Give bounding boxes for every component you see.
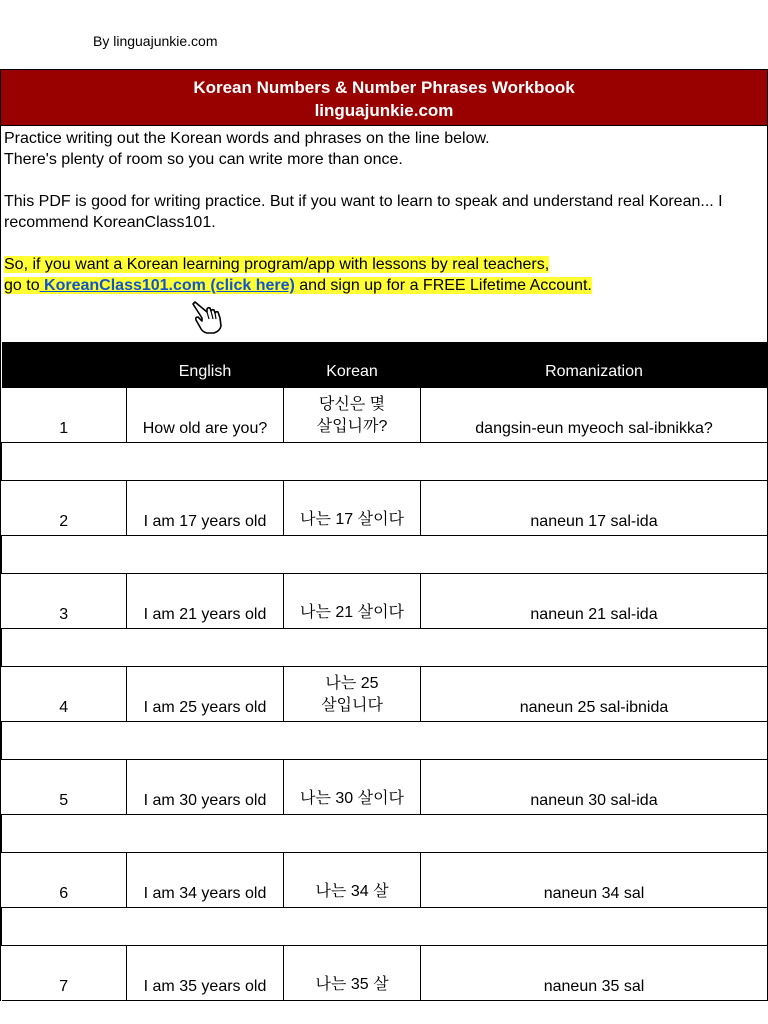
- row-number: 6: [2, 853, 127, 908]
- korean-cell: 나는 17 살이다: [284, 481, 421, 536]
- table-row: [2, 574, 768, 629]
- cta-prefix: go to: [4, 277, 40, 294]
- row-number: 4: [2, 667, 127, 722]
- korean-cell: 나는 34 살: [284, 853, 421, 908]
- row-number: 5: [2, 760, 127, 815]
- korean-cell: 당신은 몇 살입니까?: [284, 388, 421, 443]
- intro-paragraph-2: This PDF is good for writing practice. But if you want to learn to speak and understand real Korean... I recommend KoreanClass101.: [4, 193, 723, 231]
- writing-line[interactable]: [2, 722, 768, 760]
- english-cell: I am 35 years old: [127, 946, 284, 1001]
- row-number: 2: [2, 481, 127, 536]
- english-cell: How old are you?: [127, 388, 284, 443]
- romanization-cell: dangsin-eun myeoch sal-ibnikka?: [421, 388, 768, 443]
- intro-line-1: Practice writing out the Korean words and phrases on the line below.: [4, 130, 490, 147]
- english-cell: I am 25 years old: [127, 667, 284, 722]
- english-cell: I am 34 years old: [127, 853, 284, 908]
- korean-cell: 나는 35 살: [284, 946, 421, 1001]
- writing-line[interactable]: [2, 815, 768, 853]
- cta-line-1: So, if you want a Korean learning program/app with lessons by real teachers,: [4, 256, 550, 273]
- romanization-cell: naneun 34 sal: [421, 853, 768, 908]
- workbook-title: Korean Numbers & Number Phrases Workbook: [193, 78, 575, 97]
- writing-line[interactable]: [2, 443, 768, 481]
- table-row: [2, 853, 768, 908]
- writing-line[interactable]: [2, 629, 768, 667]
- korean-cell: 나는 25 살입니다: [284, 667, 421, 722]
- korean-cell: 나는 21 살이다: [284, 574, 421, 629]
- workbook-site: linguajunkie.com: [314, 101, 454, 120]
- column-header-romanization: Romanization: [421, 342, 768, 388]
- romanization-cell: naneun 30 sal-ida: [421, 760, 768, 815]
- romanization-cell: naneun 35 sal: [421, 946, 768, 1001]
- pointing-hand-cursor-icon: [187, 296, 227, 336]
- row-number: 7: [2, 946, 127, 1001]
- romanization-cell: naneun 21 sal-ida: [421, 574, 768, 629]
- column-header-english: English: [127, 342, 284, 388]
- english-cell: I am 17 years old: [127, 481, 284, 536]
- table-row: [2, 760, 768, 815]
- table-row: [2, 481, 768, 536]
- column-header-number: [2, 342, 127, 388]
- writing-line[interactable]: [2, 908, 768, 946]
- table-row: [2, 667, 768, 722]
- workbook-header: [1, 70, 767, 126]
- writing-line[interactable]: [2, 536, 768, 574]
- cta-suffix: and sign up for a FREE Lifetime Account.: [294, 277, 592, 294]
- workbook-sheet: [0, 69, 768, 1001]
- column-header-korean: Korean: [284, 342, 421, 388]
- row-number: 3: [2, 574, 127, 629]
- cta-line-2: [4, 277, 592, 294]
- korean-cell: 나는 30 살이다: [284, 760, 421, 815]
- romanization-cell: naneun 25 sal-ibnida: [421, 667, 768, 722]
- table-row: [2, 388, 768, 443]
- row-number: 1: [2, 388, 127, 443]
- romanization-cell: naneun 17 sal-ida: [421, 481, 768, 536]
- english-cell: I am 30 years old: [127, 760, 284, 815]
- english-cell: I am 21 years old: [127, 574, 284, 629]
- phrases-table: [1, 342, 768, 1001]
- intro-section: [1, 126, 767, 342]
- koreanclass101-link[interactable]: KoreanClass101.com (click here): [39, 277, 295, 294]
- table-row: [2, 946, 768, 1001]
- intro-line-2: There's plenty of room so you can write more than once.: [4, 151, 403, 168]
- table-header-row: [2, 342, 768, 388]
- byline: By linguajunkie.com: [93, 33, 218, 49]
